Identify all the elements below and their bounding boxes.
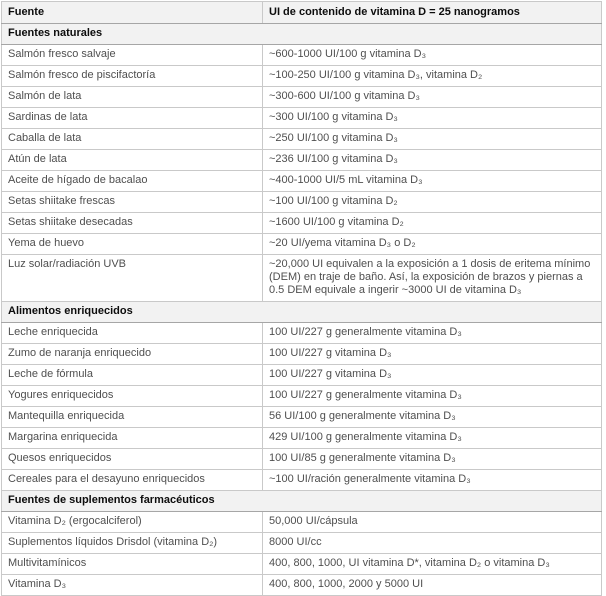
table-row xyxy=(2,192,602,213)
source-cell: Suplementos líquidos Drisdol (vitamina D₂) xyxy=(2,533,263,554)
value-cell: ~100 UI/100 g vitamina D₂ xyxy=(263,192,602,213)
table-row xyxy=(2,470,602,491)
value-cell: 56 UI/100 g generalmente vitamina D₃ xyxy=(263,407,602,428)
table-row xyxy=(2,512,602,533)
section-row xyxy=(2,302,602,323)
value-cell: 400, 800, 1000, UI vitamina D*, vitamina D₂ o vitamina D₃ xyxy=(263,554,602,575)
value-cell: ~600-1000 UI/100 g vitamina D₃ xyxy=(263,45,602,66)
table-row xyxy=(2,449,602,470)
value-cell: ~300 UI/100 g vitamina D₃ xyxy=(263,108,602,129)
source-cell: Sardinas de lata xyxy=(2,108,263,129)
source-cell: Mantequilla enriquecida xyxy=(2,407,263,428)
source-cell: Leche enriquecida xyxy=(2,323,263,344)
value-cell: 8000 UI/cc xyxy=(263,533,602,554)
table-row xyxy=(2,234,602,255)
table-row xyxy=(2,428,602,449)
source-cell: Salmón de lata xyxy=(2,87,263,108)
source-cell: Yogures enriquecidos xyxy=(2,386,263,407)
source-cell: Cereales para el desayuno enriquecidos xyxy=(2,470,263,491)
source-cell: Atún de lata xyxy=(2,150,263,171)
table-row xyxy=(2,323,602,344)
value-cell: 50,000 UI/cápsula xyxy=(263,512,602,533)
table-header-row xyxy=(2,2,602,24)
table-row xyxy=(2,533,602,554)
value-cell: 100 UI/227 g vitamina D₃ xyxy=(263,344,602,365)
section-title: Fuentes naturales xyxy=(2,24,602,45)
value-cell: ~100 UI/ración generalmente vitamina D₃ xyxy=(263,470,602,491)
vitamin-d-table xyxy=(1,1,602,596)
table-row xyxy=(2,554,602,575)
value-cell: 429 UI/100 g generalmente vitamina D₃ xyxy=(263,428,602,449)
source-cell: Salmón fresco salvaje xyxy=(2,45,263,66)
source-cell: Zumo de naranja enriquecido xyxy=(2,344,263,365)
section-title: Alimentos enriquecidos xyxy=(2,302,602,323)
source-cell: Vitamina D₃ xyxy=(2,575,263,596)
section-title: Fuentes de suplementos farmacéuticos xyxy=(2,491,602,512)
column-header-source: Fuente xyxy=(2,2,263,24)
source-cell: Setas shiitake frescas xyxy=(2,192,263,213)
value-cell: ~300-600 UI/100 g vitamina D₃ xyxy=(263,87,602,108)
section-row xyxy=(2,24,602,45)
value-cell: 100 UI/227 g generalmente vitamina D₃ xyxy=(263,323,602,344)
table-row xyxy=(2,407,602,428)
table-row xyxy=(2,171,602,192)
table-row xyxy=(2,213,602,234)
table-row xyxy=(2,255,602,302)
value-cell: 100 UI/85 g generalmente vitamina D₃ xyxy=(263,449,602,470)
source-cell: Luz solar/radiación UVB xyxy=(2,255,263,302)
table-row xyxy=(2,386,602,407)
vitamin-d-table-container xyxy=(1,1,602,596)
table-row xyxy=(2,150,602,171)
source-cell: Margarina enriquecida xyxy=(2,428,263,449)
value-cell: 400, 800, 1000, 2000 y 5000 UI xyxy=(263,575,602,596)
source-cell: Quesos enriquecidos xyxy=(2,449,263,470)
table-row xyxy=(2,575,602,596)
column-header-vitamin-d-content: UI de contenido de vitamina D = 25 nanogramos xyxy=(263,2,602,24)
table-row xyxy=(2,108,602,129)
table-body xyxy=(2,24,602,596)
value-cell: ~20 UI/yema vitamina D₃ o D₂ xyxy=(263,234,602,255)
source-cell: Yema de huevo xyxy=(2,234,263,255)
table-row xyxy=(2,66,602,87)
table-row xyxy=(2,365,602,386)
value-cell: ~20,000 UI equivalen a la exposición a 1 dosis de eritema mínimo (DEM) en traje de baño. Así, la exposición de brazos y piernas a 0.5 DEM equivale a ingerir ~3000 UI de vitamina D₃ xyxy=(263,255,602,302)
table-header xyxy=(2,2,602,24)
value-cell: 100 UI/227 g vitamina D₃ xyxy=(263,365,602,386)
value-cell: ~250 UI/100 g vitamina D₃ xyxy=(263,129,602,150)
table-row xyxy=(2,344,602,365)
source-cell: Caballa de lata xyxy=(2,129,263,150)
value-cell: ~400-1000 UI/5 mL vitamina D₃ xyxy=(263,171,602,192)
value-cell: 100 UI/227 g generalmente vitamina D₃ xyxy=(263,386,602,407)
source-cell: Salmón fresco de piscifactoría xyxy=(2,66,263,87)
value-cell: ~236 UI/100 g vitamina D₃ xyxy=(263,150,602,171)
source-cell: Vitamina D₂ (ergocalciferol) xyxy=(2,512,263,533)
section-row xyxy=(2,491,602,512)
value-cell: ~1600 UI/100 g vitamina D₂ xyxy=(263,213,602,234)
table-row xyxy=(2,129,602,150)
source-cell: Aceite de hígado de bacalao xyxy=(2,171,263,192)
source-cell: Leche de fórmula xyxy=(2,365,263,386)
source-cell: Setas shiitake desecadas xyxy=(2,213,263,234)
table-row xyxy=(2,87,602,108)
source-cell: Multivitamínicos xyxy=(2,554,263,575)
table-row xyxy=(2,45,602,66)
value-cell: ~100-250 UI/100 g vitamina D₃, vitamina D₂ xyxy=(263,66,602,87)
